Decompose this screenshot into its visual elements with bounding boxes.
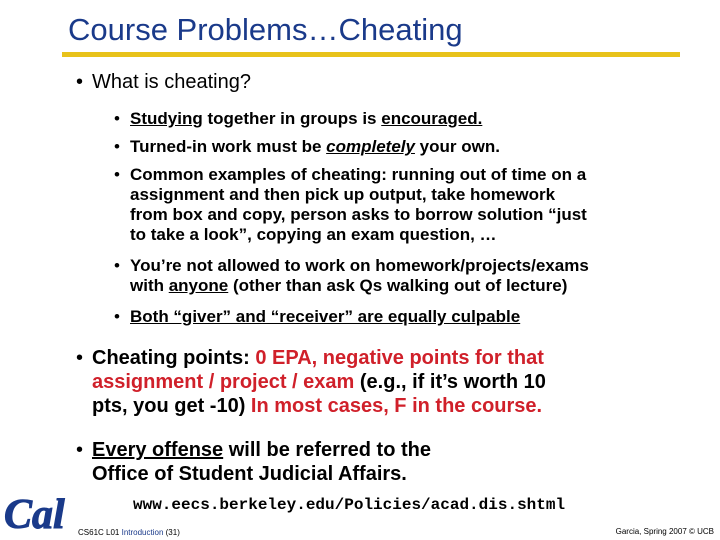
slide-title: Course Problems…Cheating [68,12,463,47]
cal-logo [2,486,70,538]
sub-bullet-common-examples: • Common examples of cheating: running out of time on a assignment and then pick up output, take homework from box and copy, person asks to borrow solution “just to take a look”, copying an exam question, … [114,165,587,244]
footer-course: CS61C L01 Introduction (31) [78,528,180,537]
sub-bullet-turned-in: • Turned-in work must be completely your own. [114,137,500,156]
sub-bullet-giver-receiver: • Both “giver” and “receiver” are equally culpable [114,307,521,326]
sub-bullet-not-allowed: • You’re not allowed to work on homework/projects/exams with anyone (other than ask Qs walking out of lecture) [114,256,589,295]
bullet-every-offense: • Every offense will be referred to the Office of Student Judicial Affairs. [76,439,431,485]
cal-logo-text: Cal [4,492,65,538]
sub-bullet-studying: • Studying together in groups is encouraged. [114,109,483,128]
policy-url[interactable]: www.eecs.berkeley.edu/Policies/acad.dis.shtml [133,496,566,514]
footer-credit: Garcia, Spring 2007 © UCB [615,527,714,536]
bullet-what-is-cheating: • What is cheating? [76,71,251,93]
title-rule [62,52,680,57]
bullet-cheating-points: • Cheating points: 0 EPA, negative points for that assignment / project / exam (e.g., if it’s worth 10 pts, you get -10) In most cases, F in the course. [76,347,546,417]
